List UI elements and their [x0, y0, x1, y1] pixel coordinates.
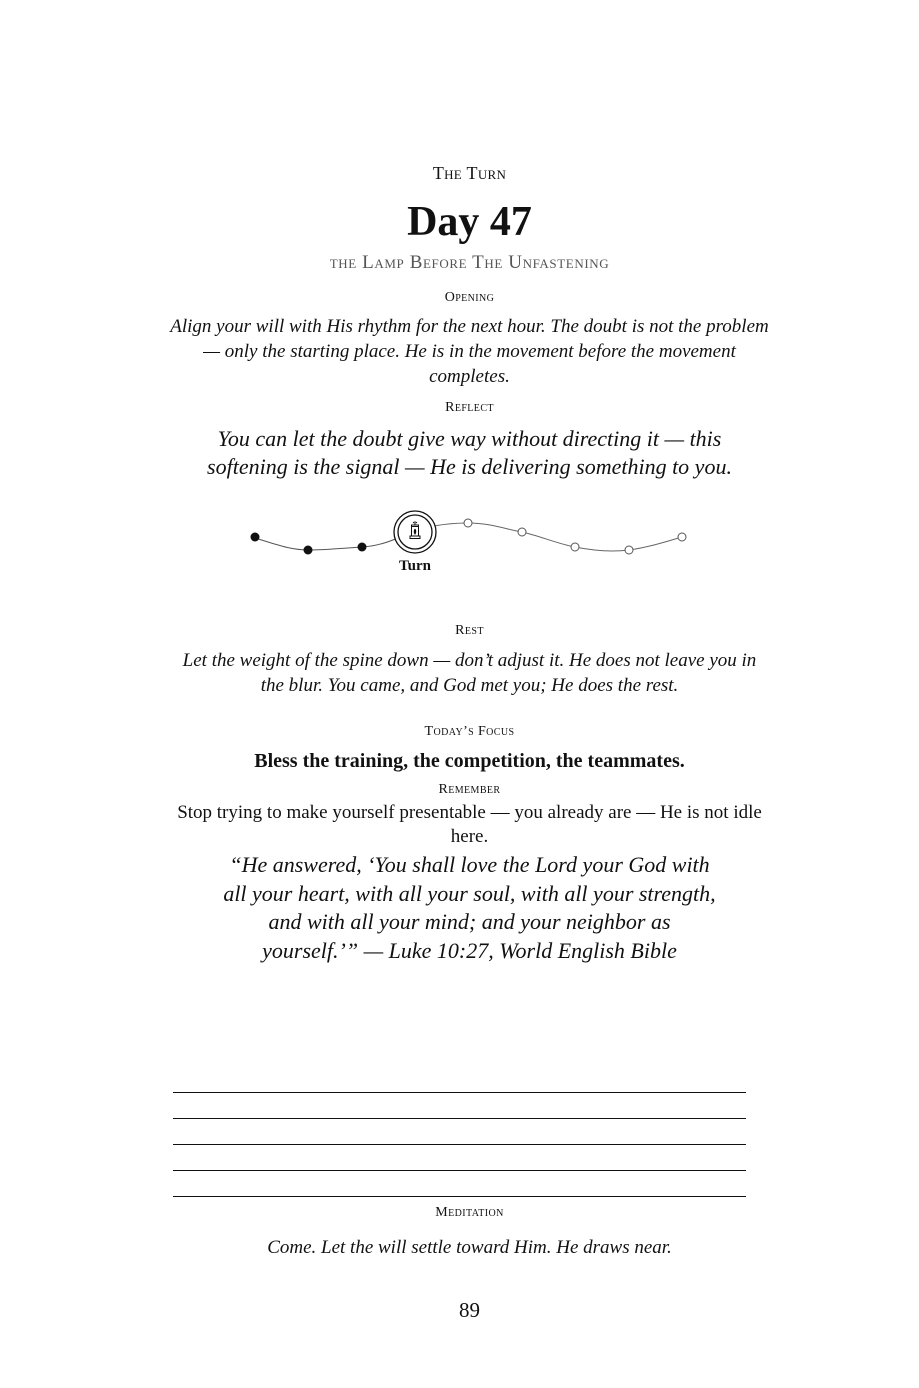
timeline-path: [255, 533, 408, 550]
timeline-current-label: Turn: [399, 558, 431, 574]
page-title: Day 47: [407, 199, 532, 245]
timeline-step-done: [251, 533, 260, 542]
remember-label: Remember: [438, 782, 501, 797]
rest-text: Let the weight of the spine down — don’t adjust it. He does not leave you in the blur. You came, and God met you; He does the rest.: [182, 650, 757, 696]
focus-label: Today’s Focus: [424, 724, 515, 739]
journal-line[interactable]: [173, 1144, 746, 1145]
journal-line[interactable]: [173, 1196, 746, 1197]
section-kicker: The Turn: [432, 163, 507, 183]
meditation-text: Come. Let the will settle toward Him. He draws near.: [267, 1237, 672, 1258]
timeline-step-done: [304, 546, 313, 555]
timeline-path-future: [434, 523, 682, 551]
journal-line[interactable]: [173, 1118, 746, 1119]
meditation-label: Meditation: [435, 1205, 504, 1220]
timeline-step-upcoming: [518, 528, 526, 536]
timeline-step-upcoming: [571, 543, 579, 551]
opening-text: Align your will with His rhythm for the next hour. The doubt is not the problem — only the starting place. He is in the movement before the movement completes.: [170, 316, 769, 387]
timeline-step-upcoming: [678, 533, 686, 541]
reflect-label: Reflect: [445, 400, 494, 415]
timeline-step-upcoming: [464, 519, 472, 527]
timeline-step-upcoming: [625, 546, 633, 554]
scripture-verse: “He answered, ‘You shall love the Lord your God with all your heart, with all your soul, with all your strength, and with all your mind; and your neighbor as yourself.’” — Luke 10:27, World English Bible: [223, 852, 716, 963]
reflect-text: You can let the doubt give way without directing it — this softening is the signal — He is delivering something to you.: [207, 426, 732, 479]
rest-label: Rest: [455, 623, 484, 638]
focus-text: Bless the training, the competition, the teammates.: [254, 750, 685, 772]
journal-line[interactable]: [173, 1170, 746, 1171]
timeline-step-current: [394, 511, 436, 553]
remember-text: Stop trying to make yourself presentable — you already are — He is not idle here.: [177, 802, 762, 847]
timeline-step-done: [358, 543, 367, 552]
page-subtitle: the Lamp Before The Unfastening: [329, 252, 610, 273]
journal-line[interactable]: [173, 1092, 746, 1093]
page-number: 89: [459, 1298, 480, 1322]
progress-timeline: [0, 500, 919, 590]
opening-label: Opening: [444, 290, 495, 305]
